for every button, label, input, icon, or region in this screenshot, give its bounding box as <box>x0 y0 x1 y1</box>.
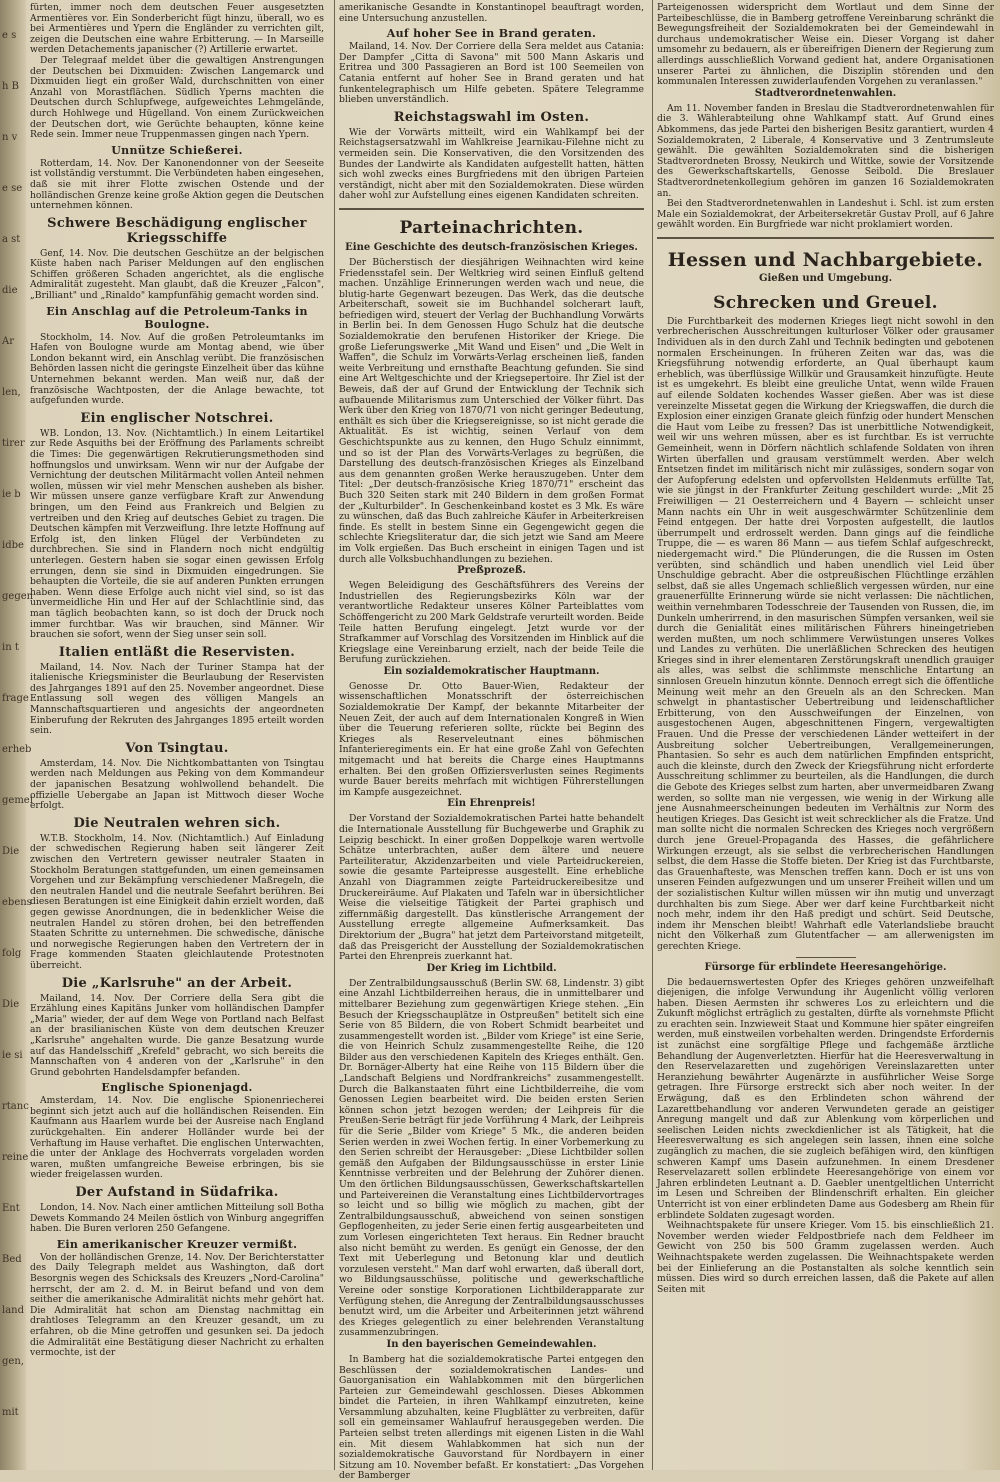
article-text: Amsterdam, 14. Nov. Die englische Spionenriecherei beginnt sich jetzt auch auf die holländischen Reisenden. Ein Kaufmann aus Haarlem wurde bei der Ausreise nach England zurückgehalten. Ein anderer Holländer wurde bei der Verhaftung im Hause verhaftet. Die englischen Unterwachten, die unter der Anklage des Hochverrats vorgeladen worden waren, mußten umfangreiche Beweise erbringen, bis sie wieder freigelassen wurden. <box>30 1095 324 1181</box>
subheadline: Ein sozialdemokratischer Hauptmann. <box>383 665 600 677</box>
edge-fragment: Ent <box>2 1203 20 1214</box>
article-text: Genf, 14. Nov. Die deutschen Geschütze an der belgischen Küste haben nach Pariser Meldungen auf den englischen Schiffen größeren Schaden angerichtet, als die englische Admiralität zugesteht. Man glaubt, daß die Kreuzer „Falcon", „Brilliant" und „Rinaldo" kampfunfähig gemacht worden sind. <box>30 247 324 302</box>
edge-fragment: h B <box>2 81 19 92</box>
edge-fragment: gegen <box>2 591 34 602</box>
subheadline: Gießen und Umgebung. <box>758 272 893 284</box>
article-text: Parteigenossen widerspricht dem Wortlaut und dem Sinne der Parteibeschlüsse, die in Bamberg getroffene Vereinbarung schränkt die Bewegungsfreiheit der Sozialdemokraten bei der Gemeindewahl in durchaus undemokratischer Weise ein. Dieser Vorgang ist daher umsomehr zu bedauern, als er übereifrigen Dienern der Regierung zum allerdings ausschließlich Vorwand gedient hat, andere Organisationen unserer Partei zu ähnlichen, die Disziplin störenden und den kommunalen Interessen zuwiderlaufenden Vorgehen zu veranlassen." <box>657 2 994 88</box>
edge-fragment: Die <box>2 999 20 1010</box>
divider <box>796 957 856 958</box>
section-divider <box>657 237 994 239</box>
section-headline: Parteinachrichten. <box>399 217 584 238</box>
article-text: amerikanische Gesandte in Konstantinopel beauftragt worden, eine Untersuchung anzustellen. <box>339 2 644 24</box>
edge-fragment: tirer <box>2 438 25 449</box>
subheadline: Eine Geschichte des deutsch-französischen Krieges. <box>345 241 638 253</box>
edge-fragment: rtanc <box>2 1101 29 1112</box>
subheadline: Der Krieg im Lichtbild. <box>426 962 557 974</box>
column-2 <box>334 0 648 1482</box>
edge-fragment: ebens <box>2 897 32 908</box>
left-edge-fragments <box>0 0 34 1470</box>
headline: Unnütze Schießerei. <box>111 143 243 157</box>
article-text: Von der holländischen Grenze, 14. Nov. Der Berichterstatter des Daily Telegraph meldet aus Washington, daß dort Besorgnis wegen des Schicksals des Kreuzers „Nord-Carolina" herrscht, der am 2. d. M. in Beirut befand und von dem seither die amerikanische Admiralität nichts mehr gehört hat. Die Admiralität hat schon am Dienstag nachmittag ein drahtloses Telegramm an den Kreuzer gesandt, um zu erfahren, ob die Mine getroffen und gesunken sei. Da jedoch die Admiralität eine Bestätigung dieser Nachricht zu erhalten vermochte, ist der <box>30 1251 324 1359</box>
section-divider <box>339 208 644 210</box>
article-text: W.T.B. Stockholm, 14. Nov. (Nichtamtlich.) Auf Einladung der schwedischen Regierung haben seit längerer Zeit zwischen den Vertretern gewisser neutraler Staaten in Stockholm Beratungen stattgefunden, um einen gemeinsamen Vorgehen und zur Bekämpfung verschiedener Maßregeln, die den neutralen Handel und die neutrale Seefahrt berühren. Bei diesen Beratungen ist eine Einigkeit dahin erzielt worden, daß gegen gewisse Anordnungen, die in bedenklicher Weise die neutralen Handel zu stören drohen, bei den betreffenden Staaten Schritte zu unternehmen. Die schwedische, dänische und norwegische Regierungen haben den Vertretern der in Frage kommenden Staaten gleichlautende Protestnoten überreicht. <box>30 832 324 971</box>
subheadline: Preßprozeß. <box>457 565 526 577</box>
article-text: Rotterdam, 14. Nov. Der Kanonendonner von der Seeseite ist vollständig verstummt. Die Verbündeten haben eingesehen, daß sie mit ihrer Flotte zwischen Ostende und der holländischen Grenze keine große Aktion gegen die Deutschen unternehmen können. <box>30 157 324 212</box>
article-text: Bei den Stadtverordnetenwahlen in Landeshut i. Schl. ist zum ersten Male ein Sozialdemokrat, der Arbeitersekretär Gustav Proll, auf 6 Jahre gewählt worden. Ein Burgfriede war nicht proklamiert worden. <box>657 198 994 231</box>
subheadline: Stadtverordnetenwahlen. <box>754 87 897 99</box>
headline: Der Aufstand in Südafrika. <box>75 1185 279 1201</box>
article-text: Der Vorstand der Sozialdemokratischen Partei hatte behandelt die Internationale Ausstellung für Buchgewerbe und Graphik zu Leipzig beschickt. In einer großen Doppelkoje waren wertvolle Schätze unterbrachten, außer dem ältere und neuere Parteiliteratur, Akzidenzarbeiten und viele Parteidruckereien, sowie die gesamte Parteipresse ausgestellt. Eine erhebliche Anzahl von Diagrammen zeigte Parteidruckereibesitze und Druckereiräume. Auf Plakaten und Tafeln war in übersichtlicher Weise die vielseitige Tätigkeit der Partei graphisch und ziffernmäßig dargestellt. Das künstlerische Arrangement der Ausstellung erregte allgemeine Aufmerksamkeit. Das Direktorium der „Bugra" hat jetzt dem Parteivorstand mitgeteilt, daß das Preisgericht der Ausstellung der Sozialdemokratischen Partei den Ehrenpreis zuerkannt hat. <box>339 813 644 963</box>
subheadline: Fürsorge für erblindete Heeresangehörige. <box>704 961 947 973</box>
headline: Ein amerikanischer Kreuzer vermißt. <box>56 1237 298 1251</box>
edge-fragment: e s <box>2 30 17 41</box>
headline: Ein Anschlag auf die Petroleum-Tanks in Boulogne. <box>46 304 308 331</box>
headline: Die „Karlsruhe" an der Arbeit. <box>61 975 293 991</box>
headline: Ein englischer Notschrei. <box>80 410 274 426</box>
edge-fragment: erheb <box>2 744 32 755</box>
article-text: Stockholm, 14. Nov. Auf die großen Petroleumtanks im Hafen von Boulogne wurde am Montag abend, wie über London bekannt wird, ein Anschlag verübt. Die französischen Behörden lassen nicht die geringste Einzelheit über das kühne Unternehmen bekannt werden. Man weiß nur, daß der französische Wachtposten, der die Anlage bewachte, tot aufgefunden wurde. <box>30 331 324 407</box>
edge-fragment: ie b <box>2 489 21 500</box>
edge-fragment: folg <box>2 948 22 959</box>
edge-fragment: in t <box>2 642 19 653</box>
headline: Italien entläßt die Reservisten. <box>58 644 296 660</box>
article-text: WB. London, 13. Nov. (Nichtamtlich.) In einem Leitartikel zur Rede Asquiths bei der Eröffnung des Parlaments schreibt die Times: Die gegenwärtigen Rekrutierungsmethoden sind hoffnungslos und unwirksam. Wenn wir nur der Aufgabe der Vernichtung der deutschen Militärmacht vollen Anteil nehmen wollen, müssen wir viel mehr Menschen ausheben als bisher. Wir müssen unsere ganze verfügbare Kraft zur Anwendung bringen, um den Feind aus Frankreich und Belgien zu vertreiben und den Krieg auf deutsches Gebiet zu tragen. Die Deutschen kämpfen mit Verzweiflung. Ihre letzte Hoffnung auf Erfolg ist, den linken Flügel der Verbündeten zu durchbrechen. Sie sind in Flandern noch nicht endgültig unterlegen. Gestern haben sie sogar einen gewissen Erfolg errungen, denn sie sind in Dixmuiden eingedrungen. Sie behaupten die Vorteile, die sie auf anderen Punkten errungen haben. Wenn diese Erfolge auch nicht viel sind, so ist das unvermeidliche Hin und Her auf der Schlachtlinie sind, das man täglich beobachten kann, so ist doch der Druck noch immer furchtbar. Was wir brauchen, sind Männer. Wir brauchen sie sofort, wenn der Sieg unser sein soll. <box>30 427 324 641</box>
article-text: Genosse Dr. Otto Bauer-Wien, Redakteur der wissenschaftlichen Monatsschrift der österreichischen Sozialdemokratie Der Kampf, der bekannte Mitarbeiter der Neuen Zeit, der auch auf dem Internationalen Kongreß in Wien über die Teuerung referieren sollte, rückte bei Beginn des Krieges als Reserveleutnant eines böhmischen Infanterieregiments ein. Er hat eine große Zahl von Gefechten mitgemacht und hat bereits die Charge eines Hauptmanns erhalten. Bei den großen Offiziersverlusten seines Regiments wurde Bauer bereits mehrfach mit wichtigen Führerstellungen im Kampfe ausgezeichnet. <box>339 680 644 798</box>
article-text: Mailand, 14. Nov. Nach der Turiner Stampa hat der italienische Kriegsminister die Beurlaubung der Reservisten des Jahrganges 1891 auf den 25. November angeordnet. Diese Entlassung soll wegen des völligen Mangels an Mannschaftsquartieren und angesichts der angeordneten Einberufung der Rekruten des Jahrganges 1895 erteilt worden sein. <box>30 661 324 737</box>
article-text: Am 11. November fanden in Breslau die Stadtverordnetenwahlen für die 3. Wählerabteilung ohne Wahlkampf statt. Auf Grund eines Abkommens, das jede Partei den bisherigen Besitz garantiert, wurden 4 Sozialdemokraten, 2 Liberale, 4 Konservative und 3 Zentrumsleute gewählt. Die gewählten Sozialdemokraten sind die bisherigen Stadtverordneten Brossy, Neukirch und Wittke, sowie der Vorsitzende des Gewerkschaftskartells, Genosse Seibold. Die Breslauer Stadtverordnetenkollegium gehören im ganzen 16 Sozialdemokraten an. <box>657 102 994 199</box>
article-text: Wegen Beleidigung des Geschäftsführers des Vereins der Industriellen des Regierungsbezirks Köln war der verantwortliche Redakteur unseres Kölner Parteiblattes vom Schöffengericht zu 200 Mark Geldstrafe verurteilt worden. Beide Teile hatten Berufung eingelegt. Jetzt wurde vor der Strafkammer auf Vorschlag des Vorsitzenden im Hinblick auf die Kriegslage eine Vereinbarung erzielt, nach der beide Teile die Berufung zurückziehen. <box>339 580 644 666</box>
article-text: Mailand, 14. Nov. Der Corriere della Sera gibt die Erzählung eines Kapitäns Junker vom holländischen Dampfer „Maria" wieder, der auf dem Wege von Portland nach Belfast an der brasilianischen Küste von dem deutschen Kreuzer „Karlsruhe" angehalten wurde. Die ganze Besatzung wurde auf das Handelsschiff „Krefeld" gebracht, wo sich bereits die Mannschaften von 4 anderen von der „Karlsruhe" in den Grund gebohrten Handelsdampfer befanden. <box>30 992 324 1078</box>
article-text: Der Bücherstisch der diesjährigen Weihnachten wird keine Friedensstafel sein. Der Weltkrieg wird seinen Einfluß geltend machen. Unzählige Erinnerungen werden wach und neue, die blutig-harte Gegenwart bezeugen. Das Werk, das die deutsche Arbeiterschaft, soweit sie im Buchhandel solcherart lauft, befriedigen wird, steuert der Verlag der Buchhandlung Vorwärts in Berlin bei. In dem Genossen Hugo Schulz hat die deutsche Sozialdemokratie den berufenen Historiker der Kriege. Die große Lieferungswerke „Mit Wand und Eisen" und „Die Welt in Waffen", die Schulz im Vorwärts-Verlag erscheinen ließ, fanden weite Verbreitung und ernsthafte Beachtung gefunden. Sie sind eine Art Weltgeschichte und der Kriegsepertoire. Ihr Ziel ist der Beweis, daß der auf Grund der Entwicklung der Technik sich aufbauende Militarismus zum Unterschied der Völker führt. Das Werk über den Krieg von 1870/71 von nicht geringer Bedeutung, enthält es sich über die Kriegsereignisse, so ist nicht gerade die Aktualität. Es ist wichtig, seinen Verlauf von dem Geschichtspunkte aus zu kennen, den Hugo Schulz einnimmt, und so ist der Plan des Vorwärts-Verlages zu begrüßen, die Darstellung des deutsch-französischen Krieges als Einzelband aus dem genannten großen Werke herauszugeben. Unter dem Titel: „Der deutsch-französische Krieg 1870/71" erscheint das Buch 320 Seiten stark mit 240 Bildern in dem großen Format der „Kulturbilder". In Geschenkeinband kostet es 3 Mk. Es wäre zu wünschen, daß das Buch zahlreiche Käufer in Arbeiterkreisen finde. Es stellt in bestem Sinne ein Gegengewicht gegen die schlechte Kriegsliteratur dar, die sich jetzt wie Sand am Meere im Volk ergießen. Das Buch erscheint in einigen Tagen und ist durch alle Volksbuchhandlungen zu beziehen. <box>339 256 644 565</box>
edge-fragment: mit <box>2 1407 19 1418</box>
edge-fragment: a st <box>2 234 21 245</box>
subheadline: In den bayerischen Gemeindewahlen. <box>386 1338 597 1350</box>
article-text: Die bedauernswertesten Opfer des Krieges gehören unzweifelhaft diejenigen, die infolge Verwundung ihr Augenlicht völlig verloren haben. Diesen Aermsten ihr schweres Los zu erleichtern und die Zukunft möglichst erträglich zu gestalten, dürfte als vornehmste Pflicht zu erachten sein. Inzwieweit Staat und Kommune hier später eingreifen werden, muß einstweilen vorbehalten werden. Dringendste Erfordernis ist zunächst eine sorgfältige Pflege und fachgemäße ärztliche Behandlung der Augenverletzten. Hierfür hat die Heeresverwaltung in den Reservelazaretten und zugehörigen Vereinslazaretten unter Heranziehung bewährter Augenärzte in ausführlicher Weise Sorge getragen. Ihre Fürsorge erstreckt sich aber noch weiter. In der Erwägung, daß es den Erblindeten schon während der Lazarettbehandlung vor anderen Verwundeten gerade an geistiger Anregung mangelt und daß zur Ablenkung vom körperlichen und seelischen Leiden nichts zweckdienlicher ist als Tätigkeit, hat die Heeresverwaltung es sich angelegen sein lassen, ihnen eine solche zugänglich zu machen, die sie zugleich befähigen wird, den künftigen schweren Kampf ums Dasein aufzunehmen. In einem Dresdener Reservelazarett sollen erblindete Heeresangehörige von einem vor Jahren erblindeten Leutnant a. D. Gaebler unentgeltlichen Unterricht im Lesen und Schreiben der Blindenschrift erhalten. Ein gleicher Unterricht ist von einer erblindeten Dame aus Godesberg am Rhein für erblindete Soldaten zugesagt worden. <box>657 976 994 1221</box>
edge-fragment: die <box>2 285 18 296</box>
column-3 <box>652 0 998 1470</box>
article-text: In Bamberg hat die sozialdemokratische Partei entgegen den Beschlüssen der sozialdemokratischen Landes- und Gauorganisation ein Wahlabkommen mit den bürgerlichen Parteien zur Gemeindewahl geschlossen. Dieses Abkommen bindet die Parteien, in ihren Wahlkampf einzutreten, keine Versammlung abzuhalten, keine Flugblätter zu verbreiten, dafür soll ein gemeinsamer Wahlaufruf herausgegeben werden. Die Parteien selbst treten allerdings mit eigenen Listen in die Wahl ein. Mit diesem Wahlabkommen hat sich nun der sozialdemokratische Gauvorstand für Nordbayern in einer Sitzung am 10. November befaßt. Er konstatiert: „Das Vorgehen der Bamberger <box>339 1353 644 1482</box>
headline: Die Neutralen wehren sich. <box>73 815 281 831</box>
edge-fragment: frage <box>2 693 29 704</box>
article-text: Amsterdam, 14. Nov. Die Nichtkombattanten von Tsingtau werden nach Meldungen aus Peking von dem Kommandeur der japanischen Besatzung wohlwollend behandelt. Die offizielle Uebergabe an Japan ist Mittwoch dieser Woche erfolgt. <box>30 757 324 812</box>
edge-fragment: gemei <box>2 795 33 806</box>
edge-fragment: idbe <box>2 540 24 551</box>
edge-fragment: reine <box>2 1152 29 1163</box>
article-text: Die Furchtbarkeit des modernen Krieges liegt nicht sowohl in den verbrecherischen Ausschreitungen kulturloser Völker oder grausamer Individuen als in den durch Zahl und Technik bedingten und gebotenen normalen Erscheinungen. In früheren Zeiten war das, was die Kriegsführung notwendig erforderte, an Qual überhaupt kaum erheblich, was überflüssige Willkür und Grausamkeit hinzufügte. Heute ist es umgekehrt. Es bleibt eine greuliche Untat, wenn wilde Frauen auf eilende Soldaten kochendes Wasser gießen. Aber was ist diese vereinzelte Missetat gegen die Wirkung der Kriegswaffen, die durch die Explosion einer einzigen Granate gleich fünfzig oder hundert Menschen die Haut vom Leibe zu fressen? Das ist unerbittliche Notwendigkeit, weil wir uns wehren müssen, aber es ist furchtbar. Es ist verruchte Gemeinheit, wenn in Dörfern nächtlich schlafende Soldaten von ihren Wirten überfallen und grausam verstümmelt werden. Aber welch Entsetzen findet im militärisch nicht mir zulässiges, sondern sogar von der Aufopferung edelsten und opfervollsten Heldenmuts erfüllte Tat, wie sie jüngst in der Frankfurter Zeitung geschildert wurde: „Mit 25 Freiwilligen — 21 Oesterreichern und 4 Bayern — schleicht unser Mann nachts ein Uhr in weit ausgeschwärmter Schützenlinie dem Feind entgegen. Der hatte drei Vorposten aufgestellt, die lautlos überrumpelt und erdrosselt werden. Dann gings auf die feindliche Truppe, die — es waren 86 Mann — aus tiefem Schlaf aufgeschreckt, niedergemacht wird." Die Plünderungen, die die Russen im Osten verübten, sind schändlich und haben unendlich viel Leid über Unschuldige gebracht. Aber die ostpreußischen Flüchtlinge erzählen selbst, daß sie alles Ungemach schließlich vergessen würden, nur eine grauenerfüllte Erinnerung würde sie nicht verlassen: Die nächtlichen, weithin vernehmbaren Todesschreie der Tausenden von Russen, die, im Dunkeln umherirrend, in den masurischen Sümpfen versanken, weil sie durch die Genialität eines militärischen Führers hineingetrieben werden mußten, um noch schlimmere Verwüstungen unseres Volkes und Landes zu verhüten. Die unerläßlichen Schrecken des heutigen Krieges sind in ihrer elementaren Zerstörungskraft unendlich grauiger als alles, was selbst die schlimmste menschliche Entartung an sinnlosen Greueln hinzutun könnte. Dennoch erregt sich die öffentliche Meinung weit mehr an den Greueln als an den Schrecken. Man schwelgt in phantastischer Uebertreibung und leidenschaftlicher Erbitterung, von den Ausschweifungen der Einzelnen, von ausgestochenen Augen, abgeschnittenen Fingern, vergewaltigten Frauen. Und die Presse der verschiedenen Länder wetteifert in der Ausbreitung solcher Uebertreibungen, Verallgemeinerungen, Phantasien. So sehr es auch dem natürlichen Empfinden entspricht, auch die kleinste, durch den Zweck der Kriegsführung nicht erforderte Ausschreitung schlimmer zu beurteilen, als die Handlungen, die durch die Gebote des Krieges selbst zum harten, aber unvermeidbaren Zwang werden, so sollte man nie vergessen, wie wenig in der Wirkung alle jene Ausnahmeerscheinungen bedeuten im Verhältnis zur Norm des heutigen Krieges. Das Gesicht ist weit schrecklicher als die Fratze. Und man sollte nicht die normalen Schrecken des Krieges noch vergrößern durch jene Greuel-Propaganda des Hasses, die gefährlichere Wirkungen erzeugt, als sie selbst die verbrecherischen Handlungen selbst, die dem Hasse die Stoffe bieten. Der Krieg ist das Furchtbarste, das Grauenhafteste, was Menschen treffen kann. Doch er ist uns von unseren Feinden aufgezwungen und um unserer Freiheit willen und um der sozialistischen Kultur willen müssen wir ihn mutig und unverzagt durchhalten bis zum Siege. Aber wer darf keine Furchtbarkeit nicht noch mehr, indem ihr den Haß predigt und schürt. Seid Deutsche, indem ihr Menschen bleibt! Wahrhaft edle Vaterlandsliebe braucht nicht den Völkerhaß zum Glutentfacher — am allerwenigsten im gerechten Kriege. <box>657 315 994 952</box>
article-text: Der Zentralbildungsausschuß (Berlin SW. 68, Lindenstr. 3) gibt eine Anzahl Lichtbilderreihen heraus, die in unmittelbarer und mittelbarer Beziehung zum gegenwärtigen Kriege stehen. „Ein Besuch der Kriegsschauplätze in Ostpreußen" betitelt sich eine Serie von 85 Bildern, die von Robert Schmidt bearbeitet und zusammengestellt worden ist. „Bilder vom Kriege" ist eine Serie, die von Heinrich Schulz zusammengestellte Reihe, die 120 Bilder aus den verschiedenen Kapiteln des Krieges enthält. Gen. Dr. Bornäger-Alberty hat eine Reihe von 115 Bildern über die „Landschaft Belgiens und Nordfrankreichs" zusammengestellt. Durch die Balkanstaaten führt eine Lichtbilderreihe, die vom Genossen Legien bearbeitet wird. Die beiden ersten Serien können schon jetzt bezogen werden; der Leihpreis für die Preußen-Serie beträgt für jede Vorführung 4 Mark, der Leihpreis für die Serie „Bilder vom Kriege" 5 Mk., die anderen beiden Serien werden in zwei Wochen fertig. In einer Vorbemerkung zu den Serien schreibt der Herausgeber: „Diese Lichtbilder sollen gemäß den Aufgaben der Bildungsausschüsse in erster Linie Kenntnisse verbreiten und der Belehrung der Zuhörer dienen. Um den örtlichen Bildungsausschüssen, Gewerkschaftskartellen und Parteivereinen die Veranstaltung eines Lichtbildervortrages so leicht und so billig wie möglich zu machen, gibt der Zentralbildungsausschuß, abweichend von seinen sonstigen Gepflogenheiten, zu jeder Serie einen fertig ausgearbeiteten und zum Vorlesen eingerichteten Text heraus. Ein Redner braucht also nicht bemüht zu werden. Es genügt ein Genosse, der den Text mit Ueberlegung und Betonung klar und deutlich vorzulesen versteht." Man darf wohl erwarten, daß überall dort, wo Bildungsausschüsse, politische und gewerkschaftliche Vereine oder sonstige Korporationen Lichtbilderapparate zur Verfügung stehen, die Anregung der Zentralbildungsausschusses benutzt wird, um die Arbeiter und Arbeiterinnen jetzt während des Krieges gelegentlich zu einer belehrenden Veranstaltung zusammenzubringen. <box>339 977 644 1339</box>
article-text: Der Telegraaf meldet über die gewaltigen Anstrengungen der Deutschen bei Dixmuiden: Zwischen Langemarck und Dixmuiden liegt ein großer Wald, durchschnitten von einer Anzahl von Morastflächen. Südlich Yperns machten die Deutschen durch Schlupfwege, aufgeweichtes Lehmgelände, durch Hohlwege und Hügelland. Von einem Zurückweichen der Deutschen dort, wie Gerüchte behaupten, könne keine Rede sein. Immer neue Truppenmassen gingen nach Ypern. <box>30 54 324 141</box>
article-text: fürten, immer noch dem deutschen Feuer ausgesetzten Armentières vor. Ein Sonderbericht fügt hinzu, überall, wo es bei Armentières und Ypern die Engländer zu verrichten gilt, zeigen die Deutschen eine wahre Erbitterung. — In Marseille werden Detachements japanischer (?) Artillerie erwartet. <box>30 2 324 56</box>
section-headline: Hessen und Nachbargebiete. <box>667 248 984 271</box>
edge-fragment: gen, <box>2 1356 24 1367</box>
headline: Auf hoher See in Brand geraten. <box>386 27 597 41</box>
subheadline: Ein Ehrenpreis! <box>447 798 536 810</box>
headline: Schwere Beschädigung englischer Kriegsschiffe <box>47 215 307 246</box>
headline: Englische Spionenjagd. <box>101 1081 253 1095</box>
edge-fragment: land <box>2 1305 25 1316</box>
column-1 <box>26 0 328 1470</box>
headline: Von Tsingtau. <box>125 740 229 756</box>
edge-fragment: Bed <box>2 1254 22 1265</box>
edge-fragment: Die <box>2 846 20 857</box>
article-text: Wie der Vorwärts mitteilt, wird ein Wahlkampf bei der Reichstagsersatzwahl im Wahlkreise Jearnikau-Filehne nicht zu vermeiden sein. Die Konservativen, die den Vorsitzenden des Bundes der Landwirte als Kandidaten aufgestellt hatten, hätten sich wohl zwecks eines Burgfriedens mit den übrigen Parteien verständigt, nicht aber mit den Sozialdemokraten. Diese würden daher wohl zur Aufstellung eines eigenen Kandidaten schreiten. <box>339 126 644 202</box>
edge-fragment: e se <box>2 183 23 194</box>
edge-fragment: Ar <box>2 336 15 347</box>
edge-fragment: ie si <box>2 1050 23 1061</box>
article-text: Mailand, 14. Nov. Der Corriere della Sera meldet aus Catania: Der Dampfer „Citta di Savona" mit 500 Mann Askaris und Eritrea und 300 Passagieren an Bord ist 100 Seemeilen von Catania entfernt auf hoher See in Brand geraten und hat funkentelegraphisch um Hilfe gebeten. Spätere Telegramme blieben unverständlich. <box>339 41 644 106</box>
article-text: Weihnachtspakete für unsere Krieger. Vom 15. bis einschließlich 21. November werden wieder Feldpostbriefe nach dem Feldheer im Gewicht von 250 bis 500 Gramm zugelassen werden. Auch Weihnachtspakete werden zugelassen. Die Weihnachtspakete werden bei der Einlieferung an die Postanstalten als solche kenntlich sein müssen. Dies wird so durch erreichen lassen, daß die Pakete auf allen Seiten mit <box>657 1220 994 1295</box>
headline: Schrecken und Greuel. <box>713 292 938 313</box>
headline: Reichstagswahl im Osten. <box>393 109 590 125</box>
article-text: London, 14. Nov. Nach einer amtlichen Mitteilung soll Botha Dewets Kommando 24 Meilen östlich von Winburg angegriffen haben. Die Buren verloren 250 Gefangene. <box>30 1202 324 1235</box>
edge-fragment: n v <box>2 132 18 143</box>
edge-fragment: len, <box>2 387 21 398</box>
